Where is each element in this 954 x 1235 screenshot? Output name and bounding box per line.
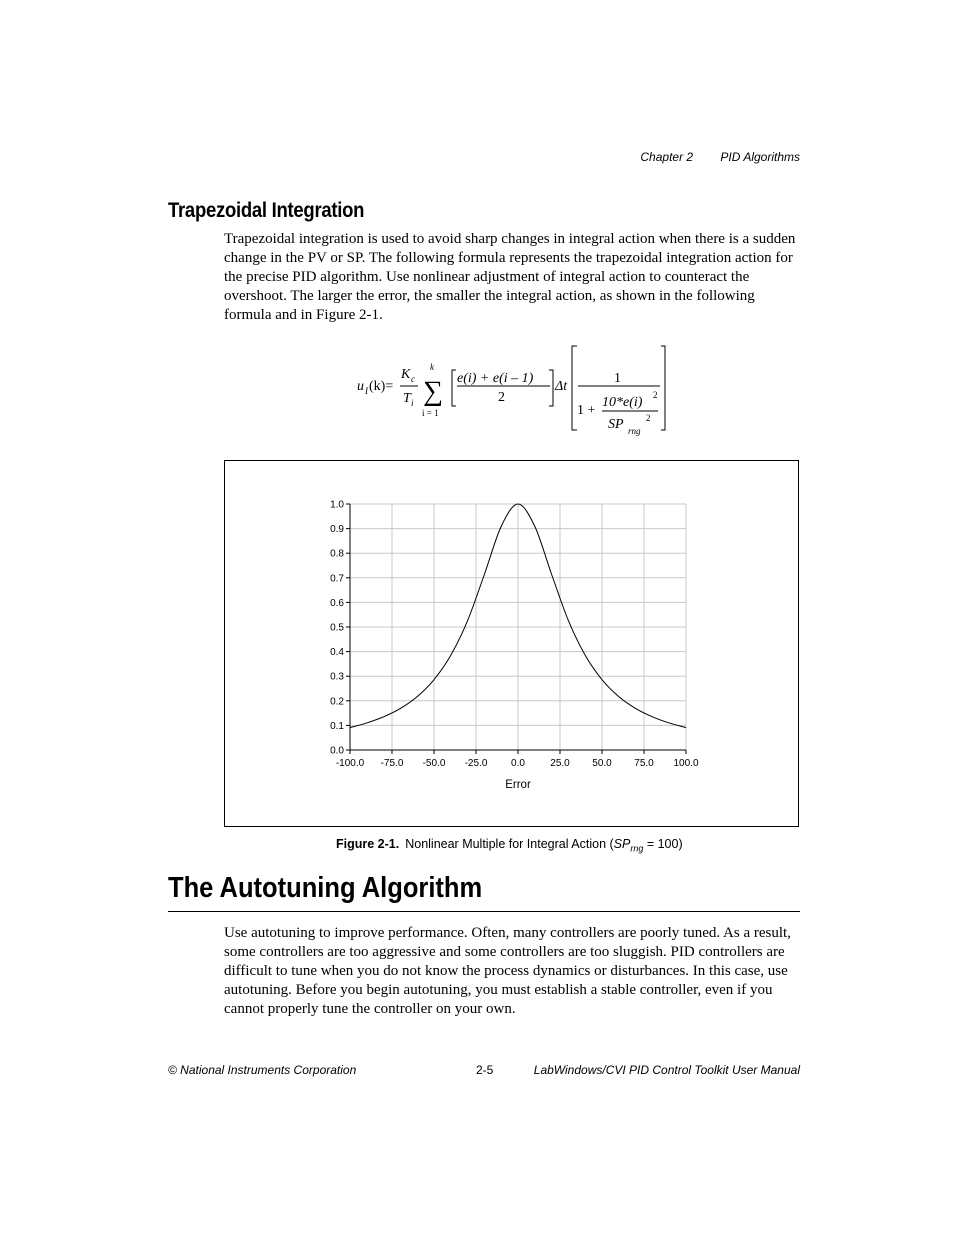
y-tick-label: 0.7 [330,573,344,585]
figure-caption [336,837,683,854]
formula-left-bracket-1 [452,370,456,406]
header-section: PID Algorithms [720,150,800,164]
formula-inner-denominator: SP [608,417,624,432]
figure-caption-sp: SP [613,837,631,851]
formula-lhs-sub: I [365,386,368,396]
formula-inner-denominator-sup: 2 [646,413,651,423]
formula-inner-numerator: 10*e(i) [602,395,643,410]
header-chapter: Chapter 2 [640,150,694,164]
y-tick-label: 0.0 [330,745,344,757]
trapezoidal-formula [350,340,680,440]
formula-one-plus: 1 + [577,403,596,418]
x-tick-label: -75.0 [380,758,404,769]
y-tick-label: 0.2 [330,696,344,708]
formula-delta-t: Δt [555,379,568,394]
y-tick-label: 0.6 [330,597,344,609]
formula-kc: K [401,367,411,382]
y-tick-label: 0.9 [330,524,344,536]
figure-caption-sub: rng [630,843,644,854]
running-header [640,150,800,164]
x-tick-label: 25.0 [550,758,570,769]
formula-right-bracket-2 [661,346,665,430]
footer-page-number: 2-5 [476,1063,494,1077]
x-tick-label: 0.0 [511,758,525,769]
section-heading-autotuning: The Autotuning Algorithm [168,872,483,904]
footer-copyright: © National Instruments Corporation [168,1063,357,1077]
x-tick-label: 75.0 [634,758,654,769]
footer-manual-title: LabWindows/CVI PID Control Toolkit User Manual [533,1063,800,1077]
x-tick-label: -100.0 [335,758,365,769]
y-tick-label: 1.0 [330,499,344,511]
paragraph-trapezoidal: Trapezoidal integration is used to avoid sharp changes in integral action when there is a sudden change in the PV or SP. The following formula represents the trapezoidal integration action for the precise PID algorithm. Use nonlinear adjustment of integral action to counteract the overshoot. The larger the error, the smaller the integral action, as shown in the following formula and in Figure 2-1. [224,231,796,323]
formula-bracket-denominator: 2 [498,390,505,405]
formula-bracket-numerator: e(i) + e(i – 1) [457,371,534,386]
section-rule [168,911,800,912]
y-tick-label: 0.5 [330,622,344,634]
formula-inner-numerator-sup: 2 [653,390,658,400]
formula-lhs-arg: (k)= [369,379,394,394]
formula-kc-sub: c [411,374,415,384]
y-tick-label: 0.3 [330,671,344,683]
x-axis-label: Error [505,779,531,791]
formula-right-bracket-1 [549,370,553,406]
formula-sum-lower: i = 1 [422,408,439,418]
y-tick-label: 0.4 [330,647,344,659]
x-tick-label: -50.0 [422,758,446,769]
x-tick-label: 100.0 [673,758,699,769]
x-tick-label: -25.0 [464,758,488,769]
y-tick-label: 0.1 [330,720,344,732]
figure-caption-label: Figure 2-1. [336,837,400,851]
formula-sigma: ∑ [423,376,443,407]
formula-frac-numerator: 1 [614,371,621,386]
formula-lhs: u [357,379,364,394]
formula-ti-sub: i [411,398,414,408]
figure-2-1 [224,460,799,827]
formula-sum-upper: k [430,362,434,372]
x-tick-label: 50.0 [592,758,612,769]
formula-inner-denominator-sub: rng [628,426,641,436]
section-heading-trapezoidal: Trapezoidal Integration [168,199,365,222]
figure-caption-text-pre: Nonlinear Multiple for Integral Action ( [405,837,614,851]
y-tick-label: 0.8 [330,548,344,560]
figure-caption-text-post: = 100) [643,837,683,851]
paragraph-autotuning: Use autotuning to improve performance. Often, many controllers are poorly tuned. As a result, some controllers are too aggressive and some controllers are too sluggish. PID controllers are difficult to tune when you do not know the process dynamics or disturbances. In this case, use autotuning. Before you begin autotuning, you must establish a stable controller, even if you cannot properly tune the controller on your own. [224,925,791,1017]
nonlinear-multiple-chart [225,461,798,826]
formula-ti: T [403,391,411,406]
